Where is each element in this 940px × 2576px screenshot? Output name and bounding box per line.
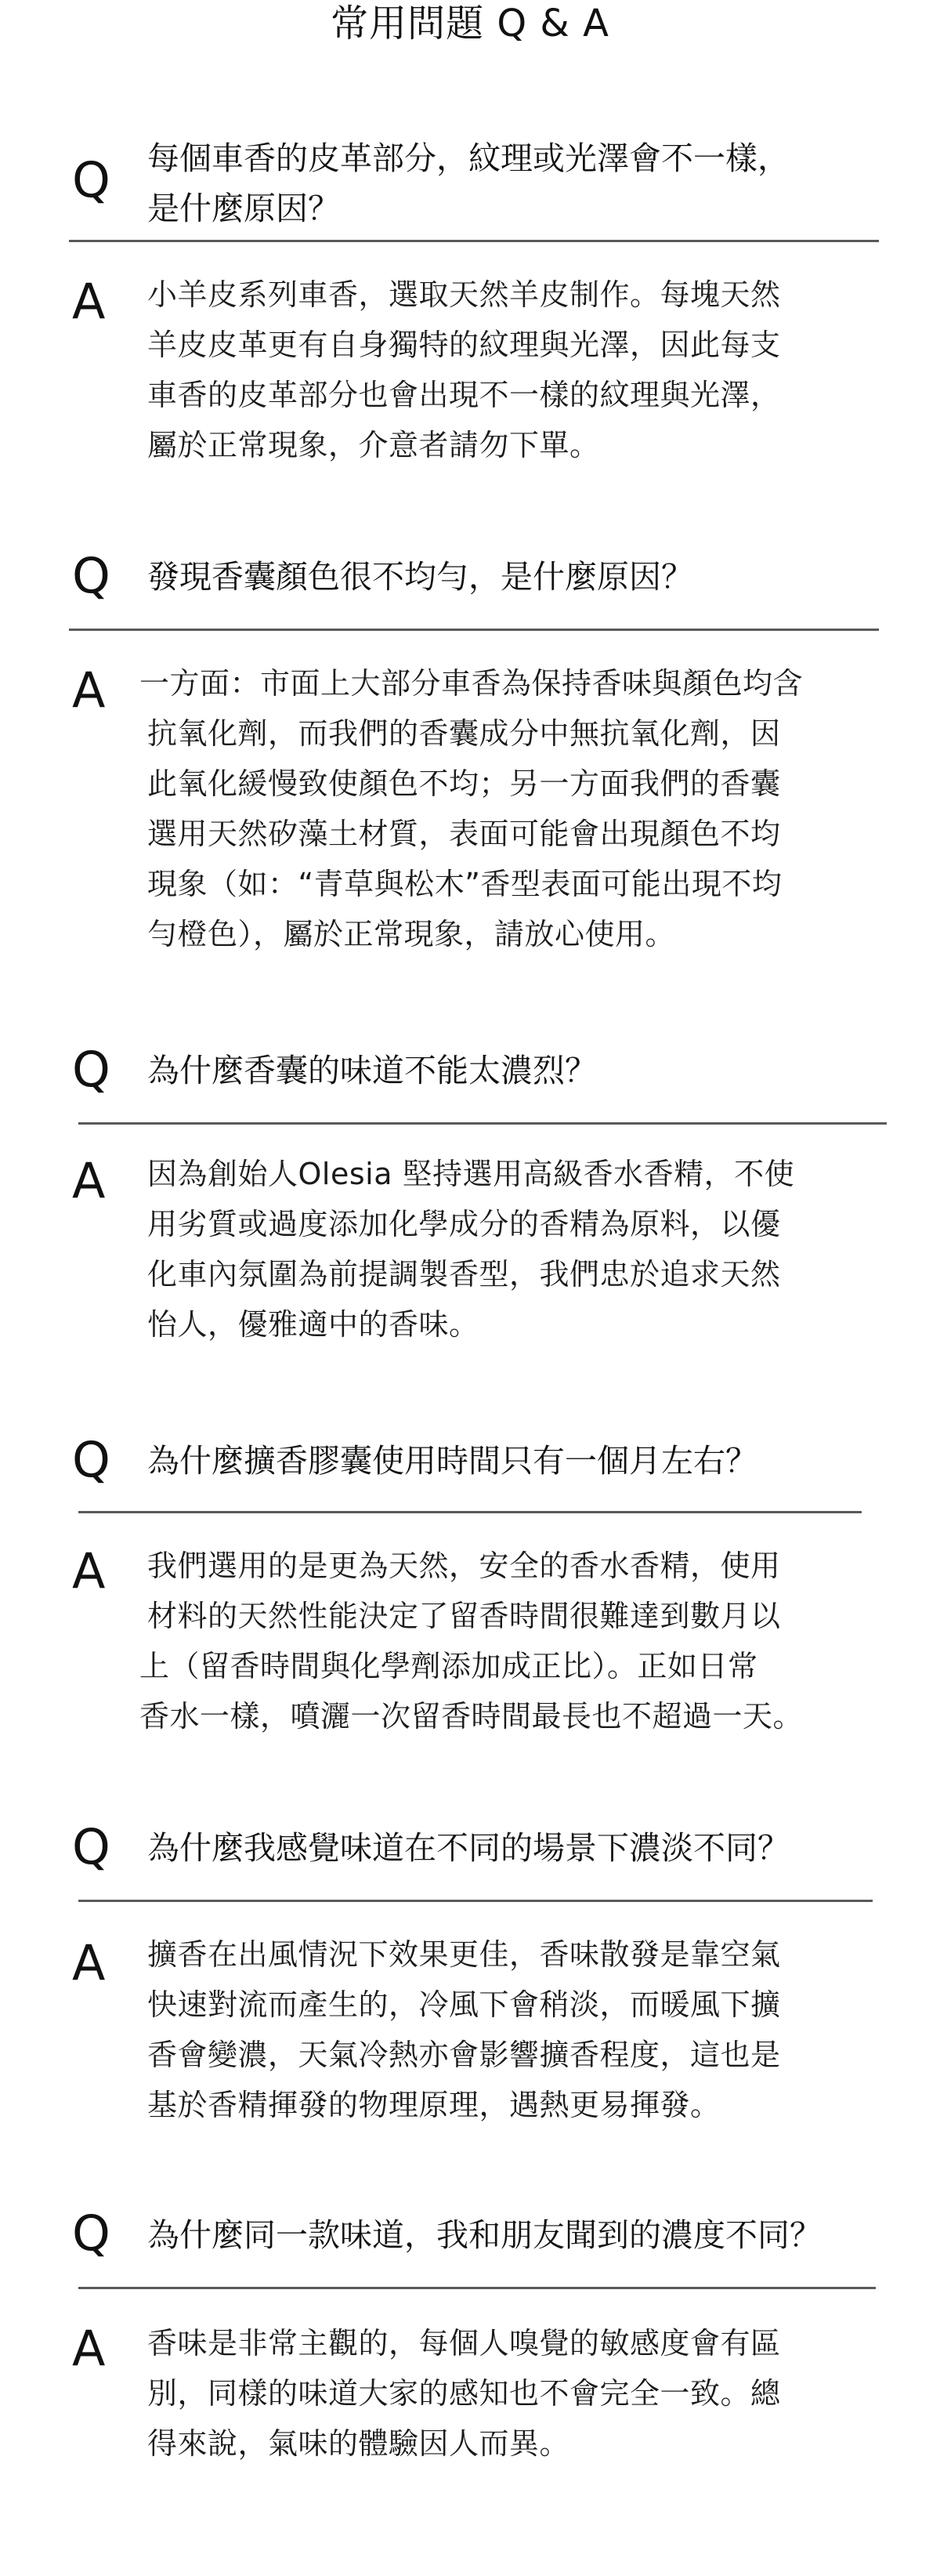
question-marker: Q	[72, 1431, 110, 1488]
answer-line: 我們選用的是更為天然，安全的香水香精，使用	[147, 1549, 781, 1583]
answer-line: 用劣質或過度添加化學成分的香精為原料，以優	[147, 1207, 781, 1241]
question-line: 每個車香的皮革部分，紋理或光澤會不一樣，	[147, 139, 790, 177]
answer-line: 材料的天然性能決定了留香時間很難達到數月以	[147, 1599, 781, 1633]
answer-line: 擴香在出風情況下效果更佳，香味散發是靠空氣	[147, 1937, 781, 1972]
answer-marker: A	[72, 2320, 106, 2377]
question-text	[147, 1823, 899, 1873]
answer-line: 香味是非常主觀的，每個人嗅覺的敏感度會有區	[147, 2326, 781, 2360]
divider	[78, 1511, 862, 1513]
answer-line: 因為創始人Olesia 堅持選用高級香水香精，不使	[147, 1157, 795, 1191]
divider	[78, 1900, 873, 1902]
answer-line: 香會變濃，天氣冷熱亦會影響擴香程度，這也是	[147, 2038, 781, 2072]
question-text	[147, 1436, 899, 1486]
question-line: 是什麼原因？	[147, 190, 340, 227]
answer-line: 抗氧化劑，而我們的香囊成分中無抗氧化劑，因	[147, 716, 781, 751]
question-marker: Q	[72, 2205, 110, 2262]
answer-line: 一方面：市面上大部分車香為保持香味與顏色均含	[139, 666, 804, 701]
answer-line: 化車內氛圍為前提調製香型，我們忠於追求天然	[147, 1257, 781, 1292]
question-text	[147, 2210, 899, 2260]
question-line: 發現香囊顏色很不均勻，是什麼原因？	[147, 558, 693, 596]
answer-text	[139, 1541, 891, 1741]
answer-marker: A	[72, 273, 106, 330]
answer-line: 車香的皮革部分也會出現不一樣的紋理與光澤，	[147, 378, 781, 412]
answer-marker: A	[72, 1152, 106, 1209]
answer-line: 小羊皮系列車香，選取天然羊皮制作。每塊天然	[147, 277, 781, 312]
question-marker: Q	[72, 1818, 110, 1875]
answer-line: 香水一樣，噴灑一次留香時間最長也不超過一天。	[139, 1699, 804, 1734]
question-text	[147, 552, 899, 602]
answer-text	[147, 270, 852, 470]
question-line: 為什麼擴香膠囊使用時間只有一個月左右？	[147, 1442, 757, 1480]
answer-text	[139, 658, 884, 959]
answer-line: 快速對流而產生的，冷風下會稍淡，而暖風下擴	[147, 1987, 781, 2022]
divider	[69, 240, 879, 242]
divider	[78, 2287, 876, 2289]
divider	[69, 629, 879, 631]
answer-line: 屬於正常現象，介意者請勿下單。	[147, 428, 600, 462]
answer-line: 現象（如：“青草與松木”香型表面可能出現不均	[147, 867, 783, 901]
answer-text	[147, 1929, 852, 2130]
question-marker: Q	[72, 547, 110, 604]
answer-line: 選用天然矽藻土材質，表面可能會出現顏色不均	[147, 817, 781, 851]
divider	[78, 1122, 887, 1125]
answer-line: 怡人，優雅適中的香味。	[147, 1307, 479, 1342]
answer-text	[147, 1149, 852, 1350]
answer-line: 勻橙色），屬於正常現象，請放心使用。	[147, 917, 676, 951]
answer-line: 基於香精揮發的物理原理，遇熱更易揮發。	[147, 2088, 721, 2122]
question-line: 為什麼香囊的味道不能太濃烈？	[147, 1052, 597, 1089]
answer-marker: A	[72, 1934, 106, 1991]
answer-line: 上（留香時間與化學劑添加成正比）。正如日常	[139, 1649, 758, 1683]
question-line: 為什麼我感覺味道在不同的場景下濃淡不同？	[147, 1829, 790, 1867]
question-marker: Q	[72, 1041, 110, 1098]
question-text	[147, 133, 899, 234]
answer-marker: A	[72, 661, 106, 719]
answer-marker: A	[72, 1542, 106, 1600]
answer-line: 羊皮皮革更有自身獨特的紋理與光澤，因此每支	[147, 328, 781, 362]
answer-line: 此氧化緩慢致使顏色不均；另一方面我們的香囊	[147, 766, 781, 801]
answer-text	[147, 2318, 852, 2469]
question-text	[147, 1045, 899, 1096]
answer-line: 別，同樣的味道大家的感知也不會完全一致。總	[147, 2376, 781, 2411]
question-marker: Q	[72, 151, 110, 208]
question-line: 為什麼同一款味道，我和朋友聞到的濃度不同？	[147, 2216, 822, 2254]
page-title: 常用問題 Q & A	[331, 2, 609, 45]
answer-line: 得來說，氣味的體驗因人而異。	[147, 2426, 570, 2461]
